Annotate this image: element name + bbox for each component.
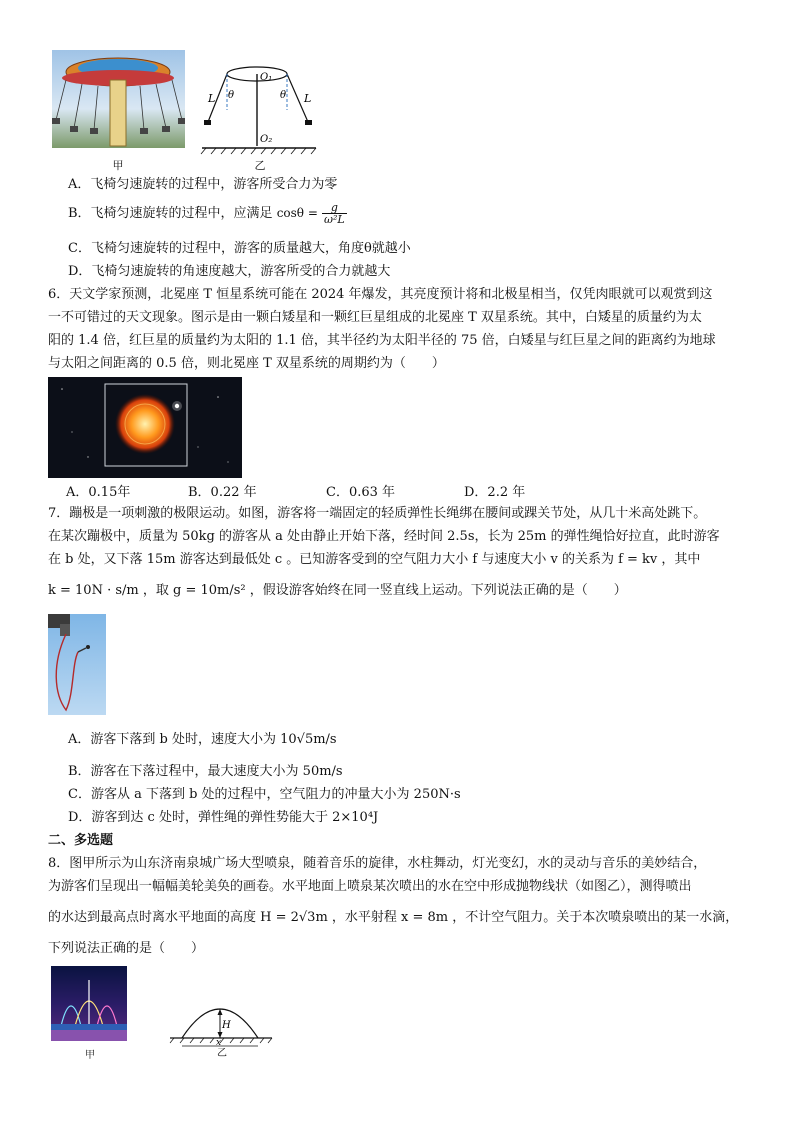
- label-L-left: L: [208, 92, 216, 105]
- q5-option-b-fraction: [322, 202, 347, 225]
- fountain-photo: [51, 966, 127, 1041]
- bungee-drawing: [48, 614, 106, 715]
- label-O2: O₂: [260, 134, 273, 145]
- fraction-denominator: ω²L: [324, 213, 345, 226]
- section-heading-multiple-choice: 二、多选题: [48, 833, 114, 848]
- q7-line-4: k = 10N · s/m ，取 g = 10m/s² ，假设游客始终在同一竖直线上运动。下列说法正确的是（ ）: [48, 583, 627, 598]
- label-H: H: [222, 1020, 231, 1031]
- fountain-drawing: [51, 966, 127, 1041]
- q8-line-3: 的水达到最高点时离水平地面的高度 H = 2√3m ，水平射程 x = 8m ，不计空气阻力。关于本次喷泉喷出的某一水滴，: [48, 910, 739, 925]
- q6-option-c: C．0.63 年: [326, 485, 396, 500]
- q8-caption-jia: 甲: [85, 1050, 95, 1061]
- q8-line-2: 为游客们呈现出一幅幅美轮美奂的画卷。水平地面上喷泉某次喷出的水在空中形成抛物线状（如图乙），测得喷出: [48, 879, 692, 894]
- q6-line-4: 与太阳之间距离的 0.5 倍，则北冕座 T 双星系统的周期约为（ ）: [48, 356, 445, 371]
- binary-star-photo: [48, 377, 242, 478]
- q5-option-c: C．飞椅匀速旋转的过程中，游客的质量越大，角度θ就越小: [68, 241, 411, 256]
- q6-line-3: 阳的 1.4 倍，红巨星的质量约为太阳的 1.1 倍，其半径约为太阳半径的 75 倍，白矮星与红巨星之间的距离约为地球: [48, 333, 716, 348]
- bungee-photo: [48, 614, 106, 715]
- q7-option-b: B．游客在下落过程中，最大速度大小为 50m/s: [68, 764, 343, 779]
- q7-line-2: 在某次蹦极中，质量为 50kg 的游客从 a 处由静止开始下落，经时间 2.5s，长为 25m 的弹性绳恰好拉直，此时游客: [48, 529, 720, 544]
- q7-option-d-value: 2×10⁴J: [332, 810, 379, 825]
- q5-option-d: D．飞椅匀速旋转的角速度越大，游客所受的合力就越大: [68, 264, 391, 279]
- q7-option-a-value: 10√5m/s: [280, 732, 337, 747]
- q6-option-d: D．2.2 年: [464, 485, 526, 500]
- label-x: x: [216, 1038, 222, 1048]
- q5-option-a: A．飞椅匀速旋转的过程中，游客所受合力为零: [68, 177, 338, 192]
- figure-caption-yi: 乙: [254, 159, 266, 172]
- q6-line-1: 6．天文学家预测，北冕座 T 恒星系统可能在 2024 年爆发，其亮度预计将和北极星相当，仅凭肉眼就可以观赏到这: [48, 287, 713, 302]
- figure-caption-jia: 甲: [112, 159, 124, 172]
- q6-line-2: 一不可错过的天文现象。图示是由一颗白矮星和一颗红巨星组成的北冕座 T 双星系统。其中，白矮星的质量约为太: [48, 310, 702, 325]
- swing-diagram: [200, 60, 320, 170]
- label-O1: O₁: [260, 72, 273, 83]
- q7-option-d-text: D．游客到达 c 处时，弹性绳的弹性势能大于: [68, 810, 328, 825]
- q5-option-b-cos: cosθ =: [276, 206, 318, 220]
- q7-line-3: 在 b 处，又下落 15m 游客达到最低处 c 。已知游客受到的空气阻力大小 f 与速度大小 v 的关系为 f = kv ，其中: [48, 552, 701, 567]
- swing-ride-photo: [52, 50, 185, 148]
- q7-option-c: C．游客从 a 下落到 b 处的过程中，空气阻力的冲量大小为 250N·s: [68, 787, 461, 802]
- label-theta-left: θ: [228, 90, 235, 101]
- q8-line-4: 下列说法正确的是（ ）: [48, 941, 205, 956]
- q7-line-1: 7．蹦极是一项刺激的极限运动。如图，游客将一端固定的轻质弹性长绳绑在腰间或踝关节处，从几十米高处跳下。: [48, 506, 707, 521]
- q8-line-1: 8．图甲所示为山东济南泉城广场大型喷泉，随着音乐的旋律，水柱舞动，灯光变幻，水的灵动与音乐的美妙结合，: [48, 856, 707, 871]
- q8-caption-yi: 乙: [217, 1048, 227, 1059]
- q6-option-a: A．0.15年: [66, 485, 131, 500]
- swing-ride-drawing: [52, 50, 185, 148]
- q5-option-b: [68, 202, 347, 225]
- label-theta-right: θ: [280, 90, 287, 101]
- q6-option-b: B．0.22 年: [188, 485, 257, 500]
- label-L-right: L: [304, 92, 312, 105]
- binary-star-drawing: [48, 377, 242, 478]
- q7-option-a: [68, 731, 337, 749]
- q5-option-b-text: B．飞椅匀速旋转的过程中，应满足: [68, 206, 273, 221]
- q7-option-a-text: A．游客下落到 b 处时，速度大小为: [68, 732, 276, 747]
- fraction-numerator: g: [322, 202, 347, 214]
- q7-option-d: [68, 809, 378, 827]
